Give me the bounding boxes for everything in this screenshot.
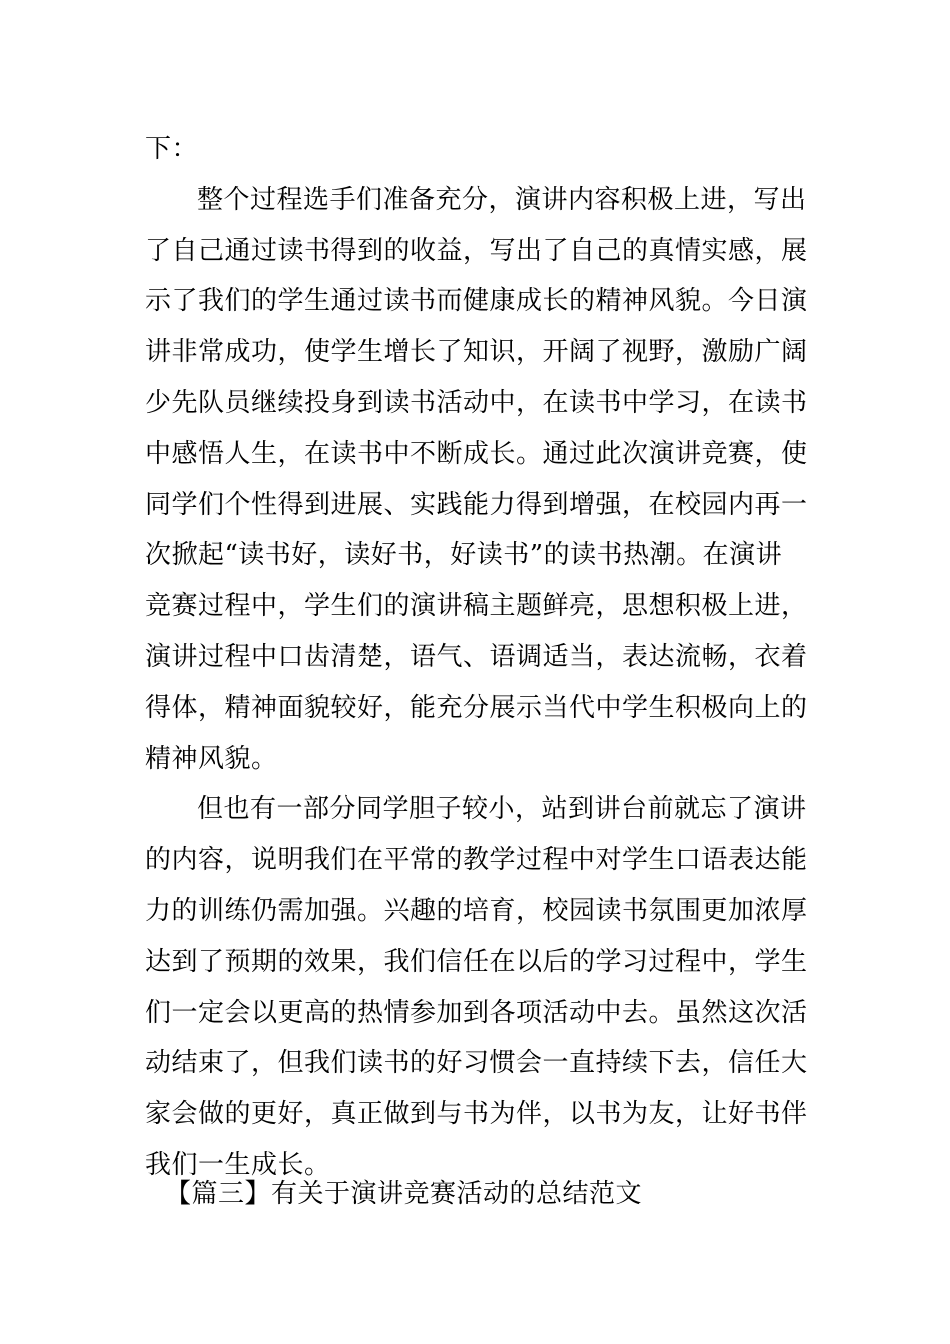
text-line: 达到了预期的效果，我们信任在以后的学习过程中，学生: [145, 946, 808, 977]
section-heading: 【篇三】有关于演讲竞赛活动的总结范文: [165, 1179, 643, 1209]
text-line: 次掀起“读书好，读好书，好读书”的读书热潮。在演讲: [145, 540, 783, 571]
text-line: 竞赛过程中，学生们的演讲稿主题鲜亮，思想积极上进，: [145, 591, 808, 622]
text-line: 力的训练仍需加强。兴趣的培育，校园读书氛围更加浓厚: [145, 895, 808, 926]
text-line: 下：: [145, 134, 199, 164]
text-line: 我们一生成长。: [145, 1149, 331, 1180]
paragraph-start-line: 但也有一部分同学胆子较小，站到讲台前就忘了演讲: [197, 794, 807, 825]
text-line: 讲非常成功，使学生增长了知识，开阔了视野，激励广阔: [145, 337, 808, 368]
body-text: [145, 124, 809, 1191]
text-line: 动结束了，但我们读书的好习惯会一直持续下去，信任大: [145, 1048, 808, 1079]
text-line: 少先队员继续投身到读书活动中，在读书中学习，在读书: [145, 387, 808, 418]
text-line: 了自己通过读书得到的收益，写出了自己的真情实感，展: [145, 235, 808, 266]
text-line: 家会做的更好，真正做到与书为伴，以书为友，让好书伴: [145, 1099, 808, 1130]
paragraph-start-line: 整个过程选手们准备充分，演讲内容积极上进，写出: [197, 184, 807, 215]
text-line: 的内容，说明我们在平常的教学过程中对学生口语表达能: [145, 845, 808, 876]
text-line: 演讲过程中口齿清楚，语气、语调适当，表达流畅，衣着: [145, 641, 808, 672]
text-line: 中感悟人生，在读书中不断成长。通过此次演讲竞赛，使: [145, 438, 808, 469]
text-line: 示了我们的学生通过读书而健康成长的精神风貌。今日演: [145, 286, 808, 317]
text-line: 得体，精神面貌较好，能充分展示当代中学生积极向上的: [145, 692, 808, 723]
text-line: 精神风貌。: [145, 743, 278, 774]
text-line: 们一定会以更高的热情参加到各项活动中去。虽然这次活: [145, 997, 808, 1028]
text-line: 同学们个性得到进展、实践能力得到增强，在校园内再一: [145, 489, 808, 520]
